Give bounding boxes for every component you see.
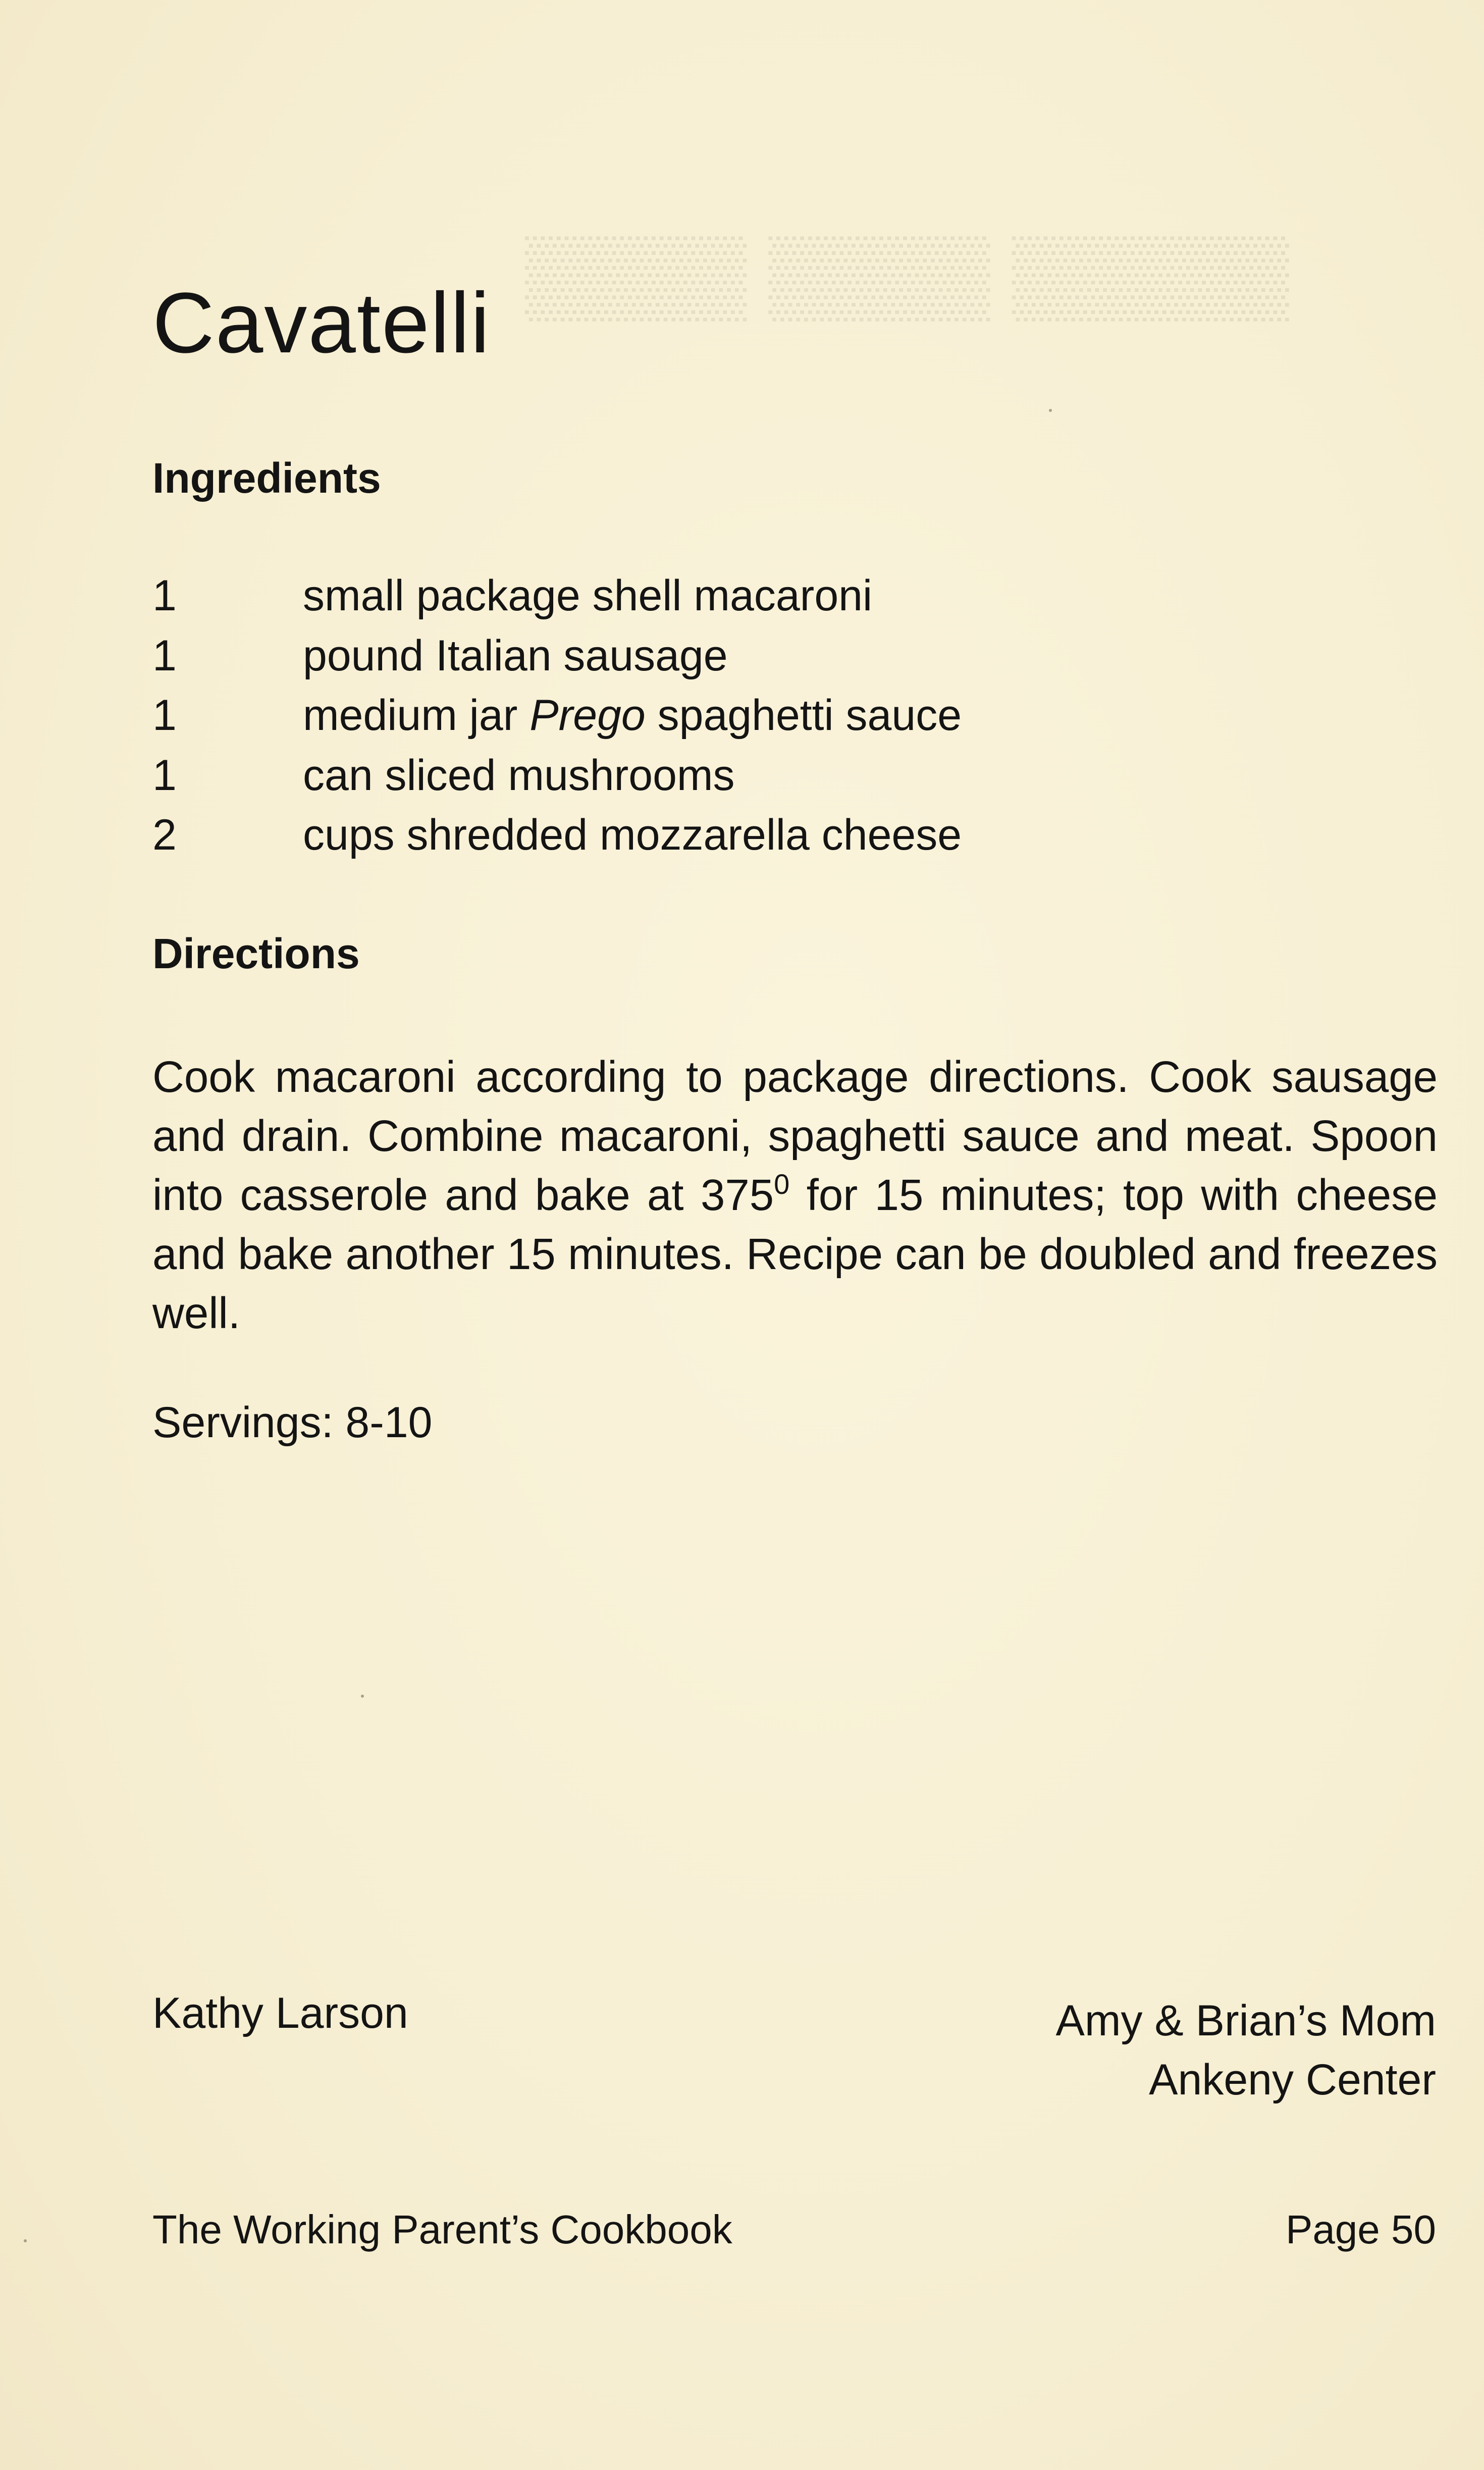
ingredient-quantity: 1: [152, 571, 177, 620]
paper-speck: [361, 1695, 364, 1698]
ingredients-heading: Ingredients: [152, 454, 381, 502]
show-through-decoration: ▒▒▒▒▒ ▒▒▒▒ ▒▒▒▒: [525, 231, 1289, 318]
directions-heading: Directions: [152, 930, 360, 977]
recipe-title: Cavatelli: [152, 275, 491, 371]
ingredient-description: can sliced mushrooms: [303, 751, 735, 800]
ingredient-quantity: 1: [152, 751, 177, 800]
paper-speck: [1049, 409, 1052, 412]
ingredient-description: pound Italian sausage: [303, 631, 728, 680]
contributor-name: Kathy Larson: [152, 1989, 408, 2037]
footer-page-number: Page 50: [1285, 2207, 1436, 2252]
ingredient-quantity: 1: [152, 691, 177, 740]
ingredient-description: cups shredded mozzarella cheese: [303, 811, 962, 859]
servings: Servings: 8-10: [152, 1398, 433, 1447]
footer-book-title: The Working Parent’s Cookbook: [152, 2207, 732, 2252]
directions-text: Cook macaroni according to package directions. Cook sausage and drain. Combine macaroni, spaghetti sauce and meat. Spoon into casserole and bake at $375^0$ for 15 minutes; top with cheese and bake another 15 minutes. Recipe can be doubled and freezes well.: [152, 1053, 1438, 1338]
contributor-affiliation-line: Amy & Brian’s Mom: [1055, 1996, 1436, 2045]
degree-mark: 0: [774, 1168, 790, 1200]
ingredient-quantity: 2: [152, 811, 177, 859]
ingredient-quantity: 1: [152, 631, 177, 680]
brand-name-italic: Prego: [529, 691, 646, 740]
ingredient-description: small package shell macaroni: [303, 571, 873, 620]
contributor-affiliation: [1056, 1991, 1436, 2110]
ingredient-description: medium jar Prego spaghetti sauce: [303, 691, 962, 740]
contributor-affiliation-line: Ankeny Center: [1149, 2056, 1436, 2104]
paper-speck: [24, 2239, 27, 2242]
